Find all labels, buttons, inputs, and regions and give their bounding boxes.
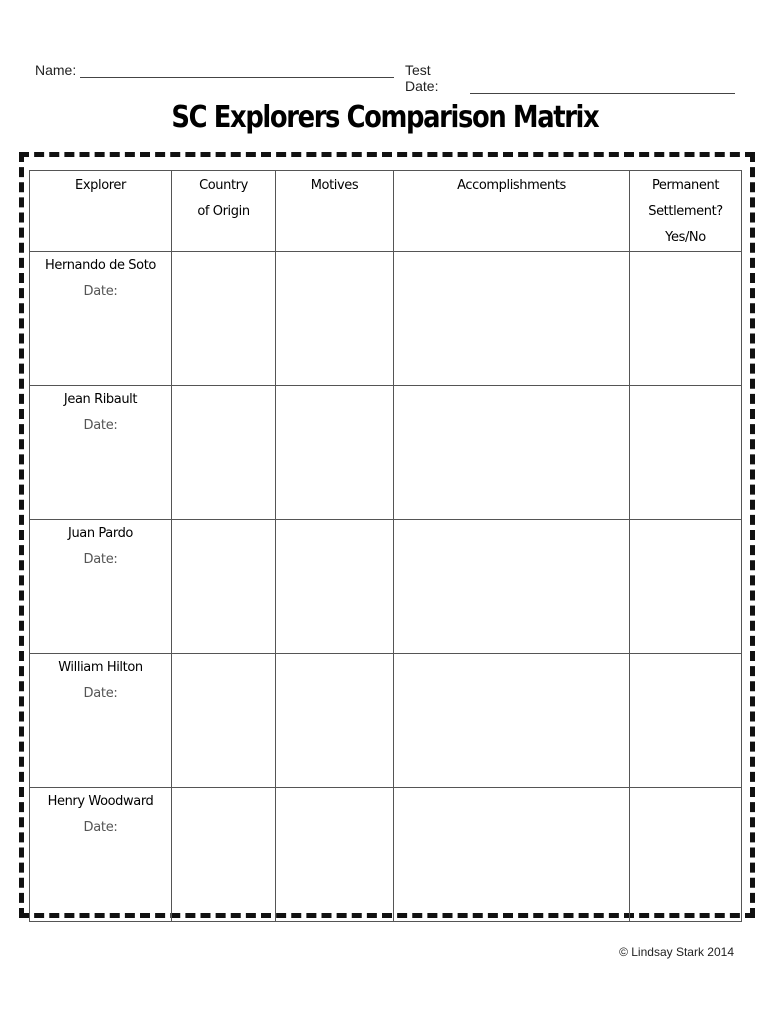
motives-cell[interactable] bbox=[276, 654, 394, 788]
permanent-settlement-cell[interactable] bbox=[630, 386, 742, 520]
date-label: Date: bbox=[83, 686, 118, 701]
explorer-name: Jean Ribault bbox=[63, 392, 138, 407]
date-label: Date: bbox=[83, 284, 118, 299]
test-date-field[interactable] bbox=[405, 62, 735, 94]
permanent-settlement-cell[interactable] bbox=[630, 520, 742, 654]
column-header-accomplishments: Accomplishments bbox=[394, 171, 630, 252]
explorer-name: Henry Woodward bbox=[47, 794, 154, 809]
page-title: SC Explorers Comparison Matrix bbox=[171, 100, 599, 135]
country-of-origin-cell[interactable] bbox=[172, 386, 276, 520]
motives-cell[interactable] bbox=[276, 252, 394, 386]
explorer-cell bbox=[30, 654, 172, 788]
date-label: Date: bbox=[83, 552, 118, 567]
accomplishments-cell[interactable] bbox=[394, 520, 630, 654]
explorer-name: Hernando de Soto bbox=[45, 258, 156, 273]
explorer-cell bbox=[30, 520, 172, 654]
name-blank-line[interactable] bbox=[80, 62, 394, 78]
permanent-settlement-cell[interactable] bbox=[630, 788, 742, 922]
name-field[interactable] bbox=[35, 62, 394, 78]
explorer-cell bbox=[30, 386, 172, 520]
explorer-cell bbox=[30, 788, 172, 922]
permanent-settlement-cell[interactable] bbox=[630, 654, 742, 788]
copyright-notice: © Lindsay Stark 2014 bbox=[619, 945, 734, 959]
country-of-origin-cell[interactable] bbox=[172, 654, 276, 788]
country-of-origin-cell[interactable] bbox=[172, 520, 276, 654]
date-label: Date: bbox=[83, 820, 118, 835]
country-of-origin-cell[interactable] bbox=[172, 252, 276, 386]
name-label: Name: bbox=[35, 62, 77, 78]
test-date-label: Test Date: bbox=[405, 62, 439, 94]
accomplishments-cell[interactable] bbox=[394, 252, 630, 386]
table-row bbox=[30, 654, 742, 788]
column-header-country-of-origin: Country of Origin bbox=[172, 171, 276, 252]
date-label: Date: bbox=[83, 418, 118, 433]
country-of-origin-cell[interactable] bbox=[172, 788, 276, 922]
test-date-blank-line[interactable] bbox=[470, 78, 735, 94]
explorer-name: William Hilton bbox=[58, 660, 143, 675]
table-row bbox=[30, 252, 742, 386]
motives-cell[interactable] bbox=[276, 386, 394, 520]
table-row bbox=[30, 520, 742, 654]
comparison-matrix-table bbox=[29, 170, 742, 922]
column-header-motives: Motives bbox=[276, 171, 394, 252]
explorer-name: Juan Pardo bbox=[68, 526, 133, 541]
table-row bbox=[30, 788, 742, 922]
accomplishments-cell[interactable] bbox=[394, 788, 630, 922]
table-row bbox=[30, 386, 742, 520]
explorer-cell bbox=[30, 252, 172, 386]
column-header-permanent-settlement: Permanent Settlement? Yes/No bbox=[630, 171, 742, 252]
permanent-settlement-cell[interactable] bbox=[630, 252, 742, 386]
accomplishments-cell[interactable] bbox=[394, 654, 630, 788]
motives-cell[interactable] bbox=[276, 788, 394, 922]
table-header-row bbox=[30, 171, 742, 252]
column-header-explorer: Explorer bbox=[30, 171, 172, 252]
motives-cell[interactable] bbox=[276, 520, 394, 654]
accomplishments-cell[interactable] bbox=[394, 386, 630, 520]
student-info-line bbox=[35, 62, 735, 94]
